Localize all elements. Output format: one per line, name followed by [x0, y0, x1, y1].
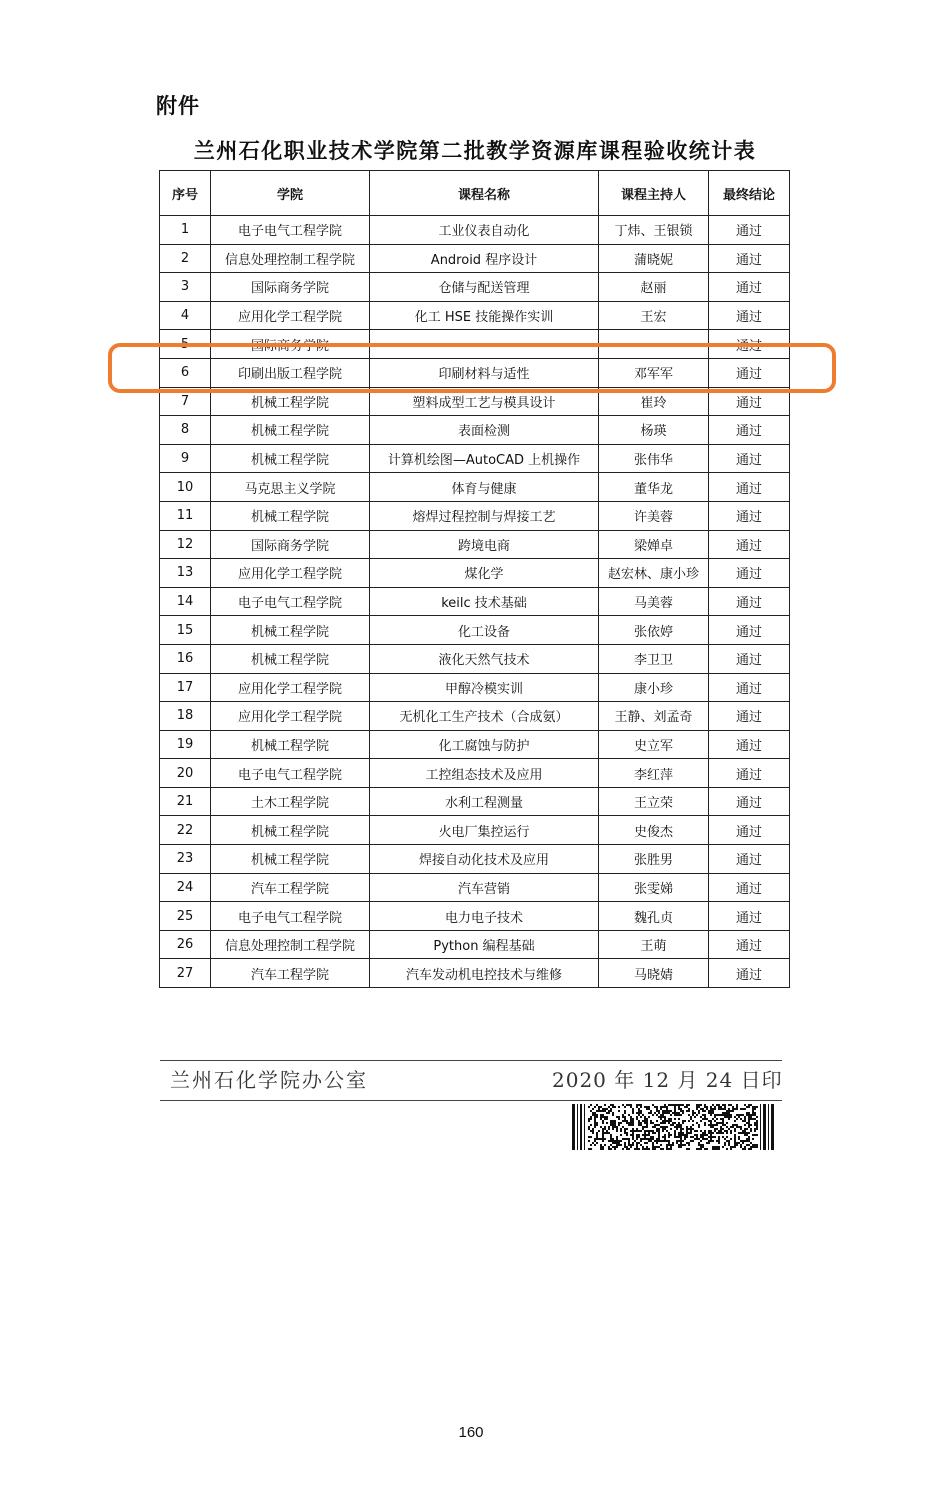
cell-index: 5 [160, 330, 211, 359]
cell-college: 应用化学工程学院 [211, 673, 370, 702]
cell-conclusion: 通过 [709, 787, 790, 816]
cell-college: 机械工程学院 [211, 444, 370, 473]
cell-course-name: 电力电子技术 [370, 902, 599, 931]
cell-course-name: Android 程序设计 [370, 244, 599, 273]
cell-conclusion: 通过 [709, 930, 790, 959]
highlight-box [108, 343, 836, 393]
cell-index: 14 [160, 587, 211, 616]
cell-host: 杨瑛 [599, 416, 709, 445]
table-row [160, 501, 790, 530]
cell-conclusion: 通过 [709, 845, 790, 874]
cell-index: 20 [160, 759, 211, 788]
cell-host: 赵宏林、康小珍 [599, 559, 709, 588]
table-row [160, 473, 790, 502]
cell-conclusion: 通过 [709, 644, 790, 673]
table-row [160, 301, 790, 330]
document-title: 兰州石化职业技术学院第二批教学资源库课程验收统计表 [193, 139, 757, 163]
cell-college: 印刷出版工程学院 [211, 358, 370, 387]
cell-conclusion: 通过 [709, 330, 790, 359]
attachment-label: 附件 [156, 94, 200, 118]
table-row [160, 244, 790, 273]
cell-index: 15 [160, 616, 211, 645]
table-row [160, 587, 790, 616]
cell-index: 1 [160, 216, 211, 245]
cell-index: 17 [160, 673, 211, 702]
cell-index: 21 [160, 787, 211, 816]
cell-course-name: 无机化工生产技术（合成氨） [370, 702, 599, 731]
header-college: 学院 [211, 171, 370, 216]
cell-college: 电子电气工程学院 [211, 216, 370, 245]
cell-host: 赵丽 [599, 273, 709, 302]
cell-college: 机械工程学院 [211, 387, 370, 416]
header-host: 课程主持人 [599, 171, 709, 216]
cell-college: 国际商务学院 [211, 273, 370, 302]
cell-host: 康小珍 [599, 673, 709, 702]
table-row [160, 444, 790, 473]
cell-conclusion: 通过 [709, 587, 790, 616]
cell-index: 6 [160, 358, 211, 387]
cell-conclusion: 通过 [709, 387, 790, 416]
cell-college: 马克思主义学院 [211, 473, 370, 502]
cell-course-name: 仓储与配送管理 [370, 273, 599, 302]
table-header-row [160, 171, 790, 216]
cell-conclusion: 通过 [709, 473, 790, 502]
cell-host: 史立军 [599, 730, 709, 759]
cell-college: 电子电气工程学院 [211, 587, 370, 616]
cell-host: 梁婵卓 [599, 530, 709, 559]
cell-host: 张伟华 [599, 444, 709, 473]
cell-conclusion: 通过 [709, 759, 790, 788]
cell-course-name: 煤化学 [370, 559, 599, 588]
cell-conclusion: 通过 [709, 216, 790, 245]
header-conclusion: 最终结论 [709, 171, 790, 216]
cell-conclusion: 通过 [709, 444, 790, 473]
cell-college: 机械工程学院 [211, 816, 370, 845]
table-row [160, 787, 790, 816]
cell-conclusion: 通过 [709, 730, 790, 759]
cell-index: 23 [160, 845, 211, 874]
cell-course-name: 化工腐蚀与防护 [370, 730, 599, 759]
cell-college: 应用化学工程学院 [211, 702, 370, 731]
cell-host: 王萌 [599, 930, 709, 959]
table-row [160, 673, 790, 702]
cell-conclusion: 通过 [709, 673, 790, 702]
cell-host: 李红萍 [599, 759, 709, 788]
cell-host: 马美蓉 [599, 587, 709, 616]
cell-course-name: 液化天然气技术 [370, 644, 599, 673]
table-row [160, 530, 790, 559]
cell-course-name: 化工 HSE 技能操作实训 [370, 301, 599, 330]
cell-college: 电子电气工程学院 [211, 759, 370, 788]
cell-conclusion: 通过 [709, 273, 790, 302]
footer-office: 兰州石化学院办公室 [170, 1068, 368, 1092]
cell-conclusion: 通过 [709, 530, 790, 559]
cell-conclusion: 通过 [709, 301, 790, 330]
cell-index: 26 [160, 930, 211, 959]
table-row [160, 644, 790, 673]
table-row [160, 416, 790, 445]
cell-host: 崔玲 [599, 387, 709, 416]
page-number: 160 [458, 1424, 484, 1441]
cell-index: 12 [160, 530, 211, 559]
cell-course-name: 汽车发动机电控技术与维修 [370, 959, 599, 988]
cell-host: 史俊杰 [599, 816, 709, 845]
cell-conclusion: 通过 [709, 616, 790, 645]
footer-bottom-rule [160, 1100, 782, 1101]
cell-conclusion: 通过 [709, 244, 790, 273]
table-row [160, 759, 790, 788]
table-row [160, 930, 790, 959]
cell-index: 19 [160, 730, 211, 759]
header-index: 序号 [160, 171, 211, 216]
footer-top-rule [160, 1060, 782, 1061]
cell-college: 机械工程学院 [211, 501, 370, 530]
cell-course-name: 水利工程测量 [370, 787, 599, 816]
cell-host: 李卫卫 [599, 644, 709, 673]
cell-host: 丁炜、王银锁 [599, 216, 709, 245]
cell-college: 机械工程学院 [211, 616, 370, 645]
cell-college: 国际商务学院 [211, 330, 370, 359]
cell-conclusion: 通过 [709, 959, 790, 988]
cell-course-name: 塑料成型工艺与模具设计 [370, 387, 599, 416]
cell-course-name: 火电厂集控运行 [370, 816, 599, 845]
cell-college: 汽车工程学院 [211, 873, 370, 902]
cell-college: 国际商务学院 [211, 530, 370, 559]
cell-course-name: 工业仪表自动化 [370, 216, 599, 245]
cell-college: 信息处理控制工程学院 [211, 930, 370, 959]
cell-conclusion: 通过 [709, 873, 790, 902]
cell-index: 25 [160, 902, 211, 931]
cell-host: 马晓婧 [599, 959, 709, 988]
cell-course-name: 印刷材料与适性 [370, 358, 599, 387]
cell-host: 张依婷 [599, 616, 709, 645]
cell-course-name: 熔焊过程控制与焊接工艺 [370, 501, 599, 530]
cell-host: 魏孔贞 [599, 902, 709, 931]
cell-host: 邓军军 [599, 358, 709, 387]
cell-college: 应用化学工程学院 [211, 559, 370, 588]
cell-college: 汽车工程学院 [211, 959, 370, 988]
cell-index: 7 [160, 387, 211, 416]
table-row [160, 873, 790, 902]
cell-course-name: Python 编程基础 [370, 930, 599, 959]
cell-college: 机械工程学院 [211, 730, 370, 759]
cell-conclusion: 通过 [709, 501, 790, 530]
header-course-name: 课程名称 [370, 171, 599, 216]
course-acceptance-table [159, 170, 790, 988]
table-row [160, 959, 790, 988]
table-row [160, 273, 790, 302]
table-row [160, 816, 790, 845]
cell-course-name: 计算机绘图—AutoCAD 上机操作 [370, 444, 599, 473]
cell-host: 张雯娣 [599, 873, 709, 902]
cell-course-name: 体育与健康 [370, 473, 599, 502]
cell-host: 董华龙 [599, 473, 709, 502]
cell-host: 王立荣 [599, 787, 709, 816]
cell-course-name: 焊接自动化技术及应用 [370, 845, 599, 874]
cell-college: 机械工程学院 [211, 416, 370, 445]
cell-index: 9 [160, 444, 211, 473]
cell-course-name: 跨境电商 [370, 530, 599, 559]
cell-host: 许美蓉 [599, 501, 709, 530]
table-row [160, 616, 790, 645]
cell-host: 王宏 [599, 301, 709, 330]
cell-course-name: 表面检测 [370, 416, 599, 445]
cell-index: 10 [160, 473, 211, 502]
cell-index: 27 [160, 959, 211, 988]
cell-host: 张胜男 [599, 845, 709, 874]
cell-index: 24 [160, 873, 211, 902]
cell-course-name: keilc 技术基础 [370, 587, 599, 616]
cell-college: 信息处理控制工程学院 [211, 244, 370, 273]
cell-course-name: 甲醇冷模实训 [370, 673, 599, 702]
cell-conclusion: 通过 [709, 559, 790, 588]
table-row [160, 559, 790, 588]
cell-conclusion: 通过 [709, 902, 790, 931]
table-row [160, 902, 790, 931]
cell-host: 蒲晓妮 [599, 244, 709, 273]
cell-conclusion: 通过 [709, 416, 790, 445]
barcode [572, 1104, 774, 1150]
cell-college: 机械工程学院 [211, 644, 370, 673]
footer-print-date: 2020 年 12 月 24 日印 [552, 1068, 783, 1092]
table-row [160, 845, 790, 874]
cell-course-name: 工控组态技术及应用 [370, 759, 599, 788]
table-row [160, 702, 790, 731]
cell-index: 3 [160, 273, 211, 302]
cell-conclusion: 通过 [709, 816, 790, 845]
cell-index: 2 [160, 244, 211, 273]
cell-conclusion: 通过 [709, 702, 790, 731]
cell-college: 电子电气工程学院 [211, 902, 370, 931]
cell-college: 土木工程学院 [211, 787, 370, 816]
cell-index: 16 [160, 644, 211, 673]
cell-index: 4 [160, 301, 211, 330]
cell-index: 18 [160, 702, 211, 731]
cell-index: 8 [160, 416, 211, 445]
cell-index: 13 [160, 559, 211, 588]
cell-host: 王静、刘孟奇 [599, 702, 709, 731]
table-body [160, 216, 790, 988]
cell-index: 11 [160, 501, 211, 530]
cell-conclusion: 通过 [709, 358, 790, 387]
table-row [160, 216, 790, 245]
cell-course-name: 汽车营销 [370, 873, 599, 902]
cell-college: 机械工程学院 [211, 845, 370, 874]
cell-course-name: 化工设备 [370, 616, 599, 645]
cell-college: 应用化学工程学院 [211, 301, 370, 330]
cell-index: 22 [160, 816, 211, 845]
table-row [160, 730, 790, 759]
